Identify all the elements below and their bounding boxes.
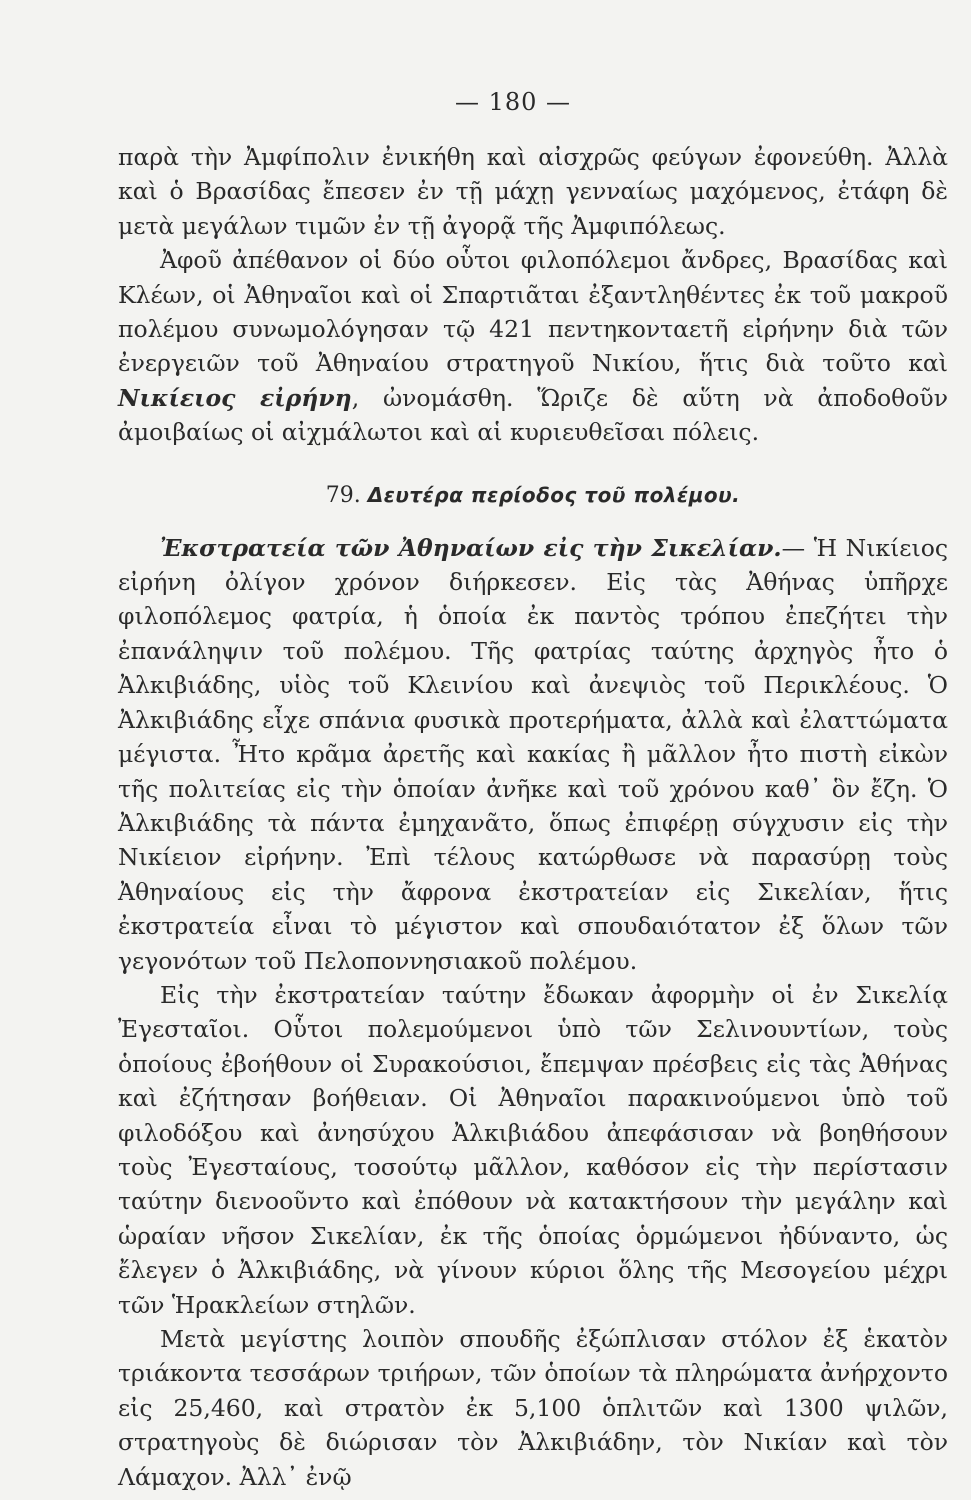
- paragraph-4: Εἰς τὴν ἐκστρατείαν ταύτην ἔδωκαν ἀφορμὴν οἱ ἐν Σικελίᾳ Ἐγεσταῖοι. Οὗτοι πολεμούμενοι ὑπὸ τῶν Σελινουντίων, τοὺς ὁποίους ἐβοήθουν οἱ Συρακούσιοι, ἔπεμψαν πρέσβεις εἰς τὰς Ἀθήνας καὶ ἐζήτησαν βοήθειαν. Οἱ Ἀθηναῖοι παρακινούμενοι ὑπὸ τοῦ φιλοδόξου καὶ ἀνησύχου Ἀλκιβιάδου ἀπεφάσισαν νὰ βοηθήσουν τοὺς Ἐγεσταίους, τοσούτῳ μᾶλλον, καθόσον εἰς τὴν περίστασιν ταύτην διενοοῦντο καὶ ἐπόθουν νὰ κατακτήσουν τὴν μεγάλην καὶ ὡραίαν νῆσον Σικελίαν, ἐκ τῆς ὁποίας ὁρμώμενοι ἠδύναντο, ὡς ἔλεγεν ὁ Ἀλκιβιάδης, νὰ γίνουν κύριοι ὅλης τῆς Μεσογείου μέχρι τῶν Ἡρακλείων στηλῶν.: [118, 980, 948, 1319]
- paragraph-3: [118, 531, 948, 978]
- section-heading: [118, 480, 948, 511]
- paragraph-2: [118, 243, 948, 449]
- nikieios-eirini-emphasis: Νικίειος εἰρήνη: [118, 383, 352, 412]
- section-number: 79.: [325, 482, 361, 508]
- paragraph-5: Μετὰ μεγίστης λοιπὸν σπουδῆς ἐξώπλισαν στόλον ἐξ ἑκατὸν τριάκοντα τεσσάρων τριήρων, τῶν ὁποίων τὰ πληρώματα ἀνήρχοντο εἰς 25,460, καὶ στρατὸν ἐκ 5,100 ὁπλιτῶν καὶ 1300 ψιλῶν, στρατηγοὺς δὲ διώρισαν τὸν Ἀλκιβιάδην, τὸν Νικίαν καὶ τὸν Λάμαχον. Ἀλλ᾽ ἐνῷ: [118, 1325, 948, 1491]
- subsection-title: Ἐκστρατεία τῶν Ἀθηναίων εἰς τὴν Σικελίαν.: [160, 533, 782, 562]
- document-page: [118, 88, 948, 1494]
- paragraph-1: παρὰ τὴν Ἀμφίπολιν ἐνικήθη καὶ αἰσχρῶς φεύγων ἐφονεύθη. Ἀλλὰ καὶ ὁ Βρασίδας ἔπεσεν ἐν τῇ μάχῃ γενναίως μαχόμενος, ἐτάφη δὲ μετὰ μεγάλων τιμῶν ἐν τῇ ἀγορᾷ τῆς Ἀμφιπόλεως.: [118, 143, 948, 240]
- paragraph-3-text: — Ἡ Νικίειος εἰρήνη ὀλίγον χρόνον διήρκεσεν. Εἰς τὰς Ἀθήνας ὑπῆρχε φιλοπόλεμος φατρία, ἡ ὁποία ἐκ παντὸς τρόπου ἐπεζήτει τὴν ἐπανάληψιν τοῦ πολέμου. Τῆς φατρίας ταύτης ἀρχηγὸς ἦτο ὁ Ἀλκιβιάδης, υἱὸς τοῦ Κλεινίου καὶ ἀνεψιὸς τοῦ Περικλέους. Ὁ Ἀλκιβιάδης εἶχε σπάνια φυσικὰ προτερήματα, ἀλλὰ καὶ ἐλαττώματα μέγιστα. Ἦτο κρᾶμα ἀρετῆς καὶ κακίας ἢ μᾶλλον ἦτο πιστὴ εἰκὼν τῆς πολιτείας εἰς τὴν ὁποίαν ἀνῆκε καὶ τοῦ χρόνου καθ᾽ ὃν ἔζη. Ὁ Ἀλκιβιάδης τὰ πάντα ἐμηχανᾶτο, ὅπως ἐπιφέρῃ σύγχυσιν εἰς τὴν Νικίειον εἰρήνην. Ἐπὶ τέλους κατώρθωσε νὰ παρασύρῃ τοὺς Ἀθηναίους εἰς τὴν ἄφρονα ἐκστρατείαν εἰς Σικελίαν, ἥτις ἐκστρατεία εἶναι τὸ μέγιστον καὶ σπουδαιότατον ἐξ ὅλων τῶν γεγονότων τοῦ Πελοποννησιακοῦ πολέμου.: [118, 533, 949, 975]
- paragraph-2-text-b: , ὠνομάσθη. Ὥριζε δὲ αὕτη νὰ ἀποδοθοῦν ἀμοιβαίως οἱ αἰχμάλωτοι καὶ αἱ κυριευθεῖσαι πόλεις.: [118, 383, 948, 447]
- section-title: Δευτέρα περίοδος τοῦ πολέμου.: [367, 482, 741, 507]
- paragraph-2-text-a: Ἀφοῦ ἀπέθανον οἱ δύο οὗτοι φιλοπόλεμοι ἄνδρες, Βρασίδας καὶ Κλέων, οἱ Ἀθηναῖοι καὶ οἱ Σπαρτιᾶται ἐξαντληθέντες ἐκ τοῦ μακροῦ πολέμου συνωμολόγησαν τῷ 421 πεντηκονταετῆ εἰρήνην διὰ τῶν ἐνεργειῶν τοῦ Ἀθηναίου στρατηγοῦ Νικίου, ἥτις διὰ τοῦτο καὶ: [118, 246, 948, 378]
- page-number: — 180 —: [454, 88, 572, 116]
